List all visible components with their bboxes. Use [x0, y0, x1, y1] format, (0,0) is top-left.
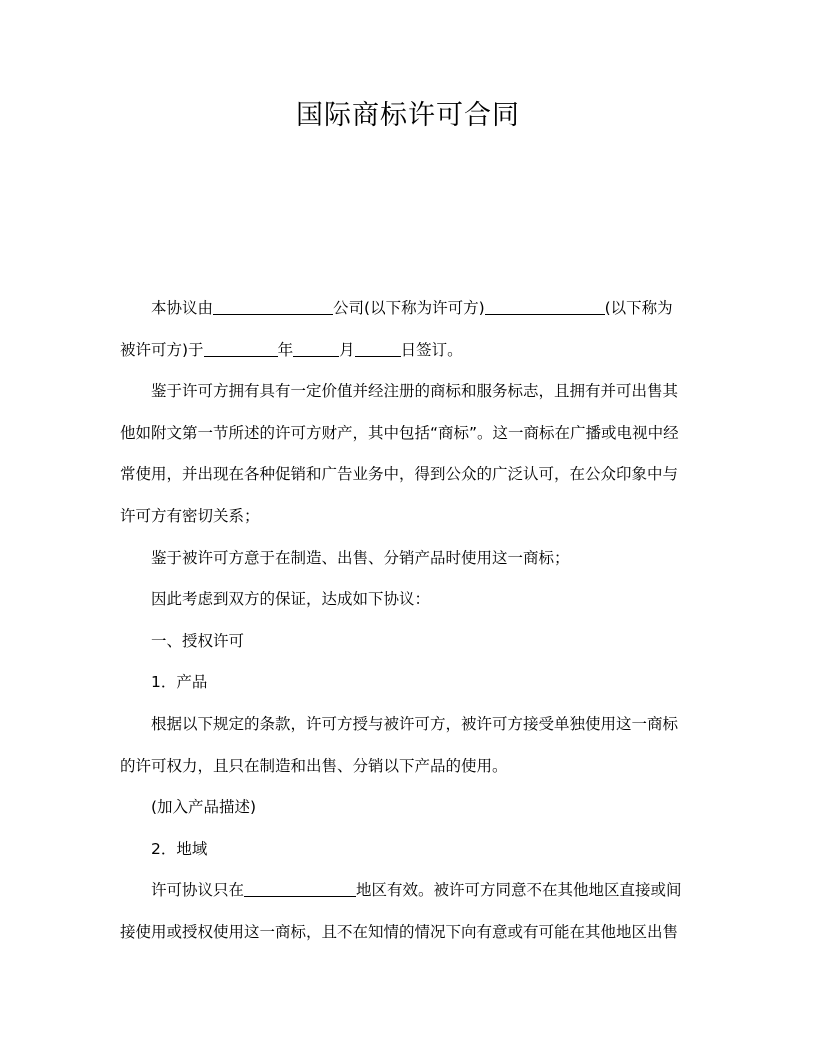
- territory-blank: [244, 880, 356, 897]
- item-2-body-line-1: [120, 870, 698, 912]
- item-1-body-line-2: 的许可权力，且只在制造和出售、分销以下产品的使用。: [120, 756, 508, 775]
- item-1-body-line-1: 根据以下规定的条款，许可方授与被许可方，被许可方接受单独使用这一商标: [151, 714, 679, 733]
- paragraph-line: 鉴于许可方拥有具有一定价值并经注册的商标和服务标志，且拥有并可出售其: [151, 382, 679, 401]
- preamble-line-1: [120, 288, 698, 330]
- licensee-name-blank: [485, 298, 605, 315]
- paragraph-line: 许可方有密切关系；: [120, 506, 260, 525]
- document-title: 国际商标许可合同: [296, 100, 520, 131]
- whereas-paragraph-1: [120, 371, 698, 413]
- item-1-note: (加入产品描述): [151, 798, 257, 817]
- year-blank: [204, 340, 278, 357]
- day-blank: [355, 340, 401, 357]
- section-1-heading: 一、授权许可: [151, 631, 245, 650]
- preamble-text: (以下称为: [604, 299, 673, 317]
- document-body: [120, 288, 698, 954]
- preamble-line-2: [120, 330, 698, 372]
- preamble-text: 年: [277, 340, 294, 359]
- item-1-heading: 1．产品: [151, 673, 208, 692]
- whereas-paragraph-2: 鉴于被许可方意于在制造、出售、分销产品时使用这一商标；: [151, 548, 570, 567]
- paragraph-line: 他如附文第一节所述的许可方财产，其中包括“商标”。这一商标在广播或电视中经: [120, 423, 679, 442]
- therefore-paragraph: 因此考虑到双方的保证，达成如下协议：: [151, 590, 431, 609]
- item-2-body-line-2: 接使用或授权使用这一商标，且不在知情的情况下向有意或有可能在其他地区出售: [120, 922, 679, 941]
- licensor-company-blank: [213, 298, 333, 315]
- preamble-text: 月: [339, 340, 355, 359]
- paragraph-line: 常使用，并出现在各种促销和广告业务中，得到公众的广泛认可，在公众印象中与: [120, 465, 679, 484]
- item-2-text: 许可协议只在: [151, 881, 245, 900]
- preamble-text: 本协议由: [151, 299, 214, 317]
- preamble-text: 被许可方)于: [120, 340, 204, 359]
- preamble-text: 公司(以下称为许可方): [333, 299, 485, 317]
- item-2-text: 地区有效。被许可方同意不在其他地区直接或间: [356, 881, 682, 900]
- month-blank: [293, 340, 339, 357]
- preamble-text: 日签订。: [400, 340, 463, 359]
- whereas-paragraph-1-cont: [120, 413, 698, 538]
- item-2-heading: 2．地域: [151, 839, 208, 858]
